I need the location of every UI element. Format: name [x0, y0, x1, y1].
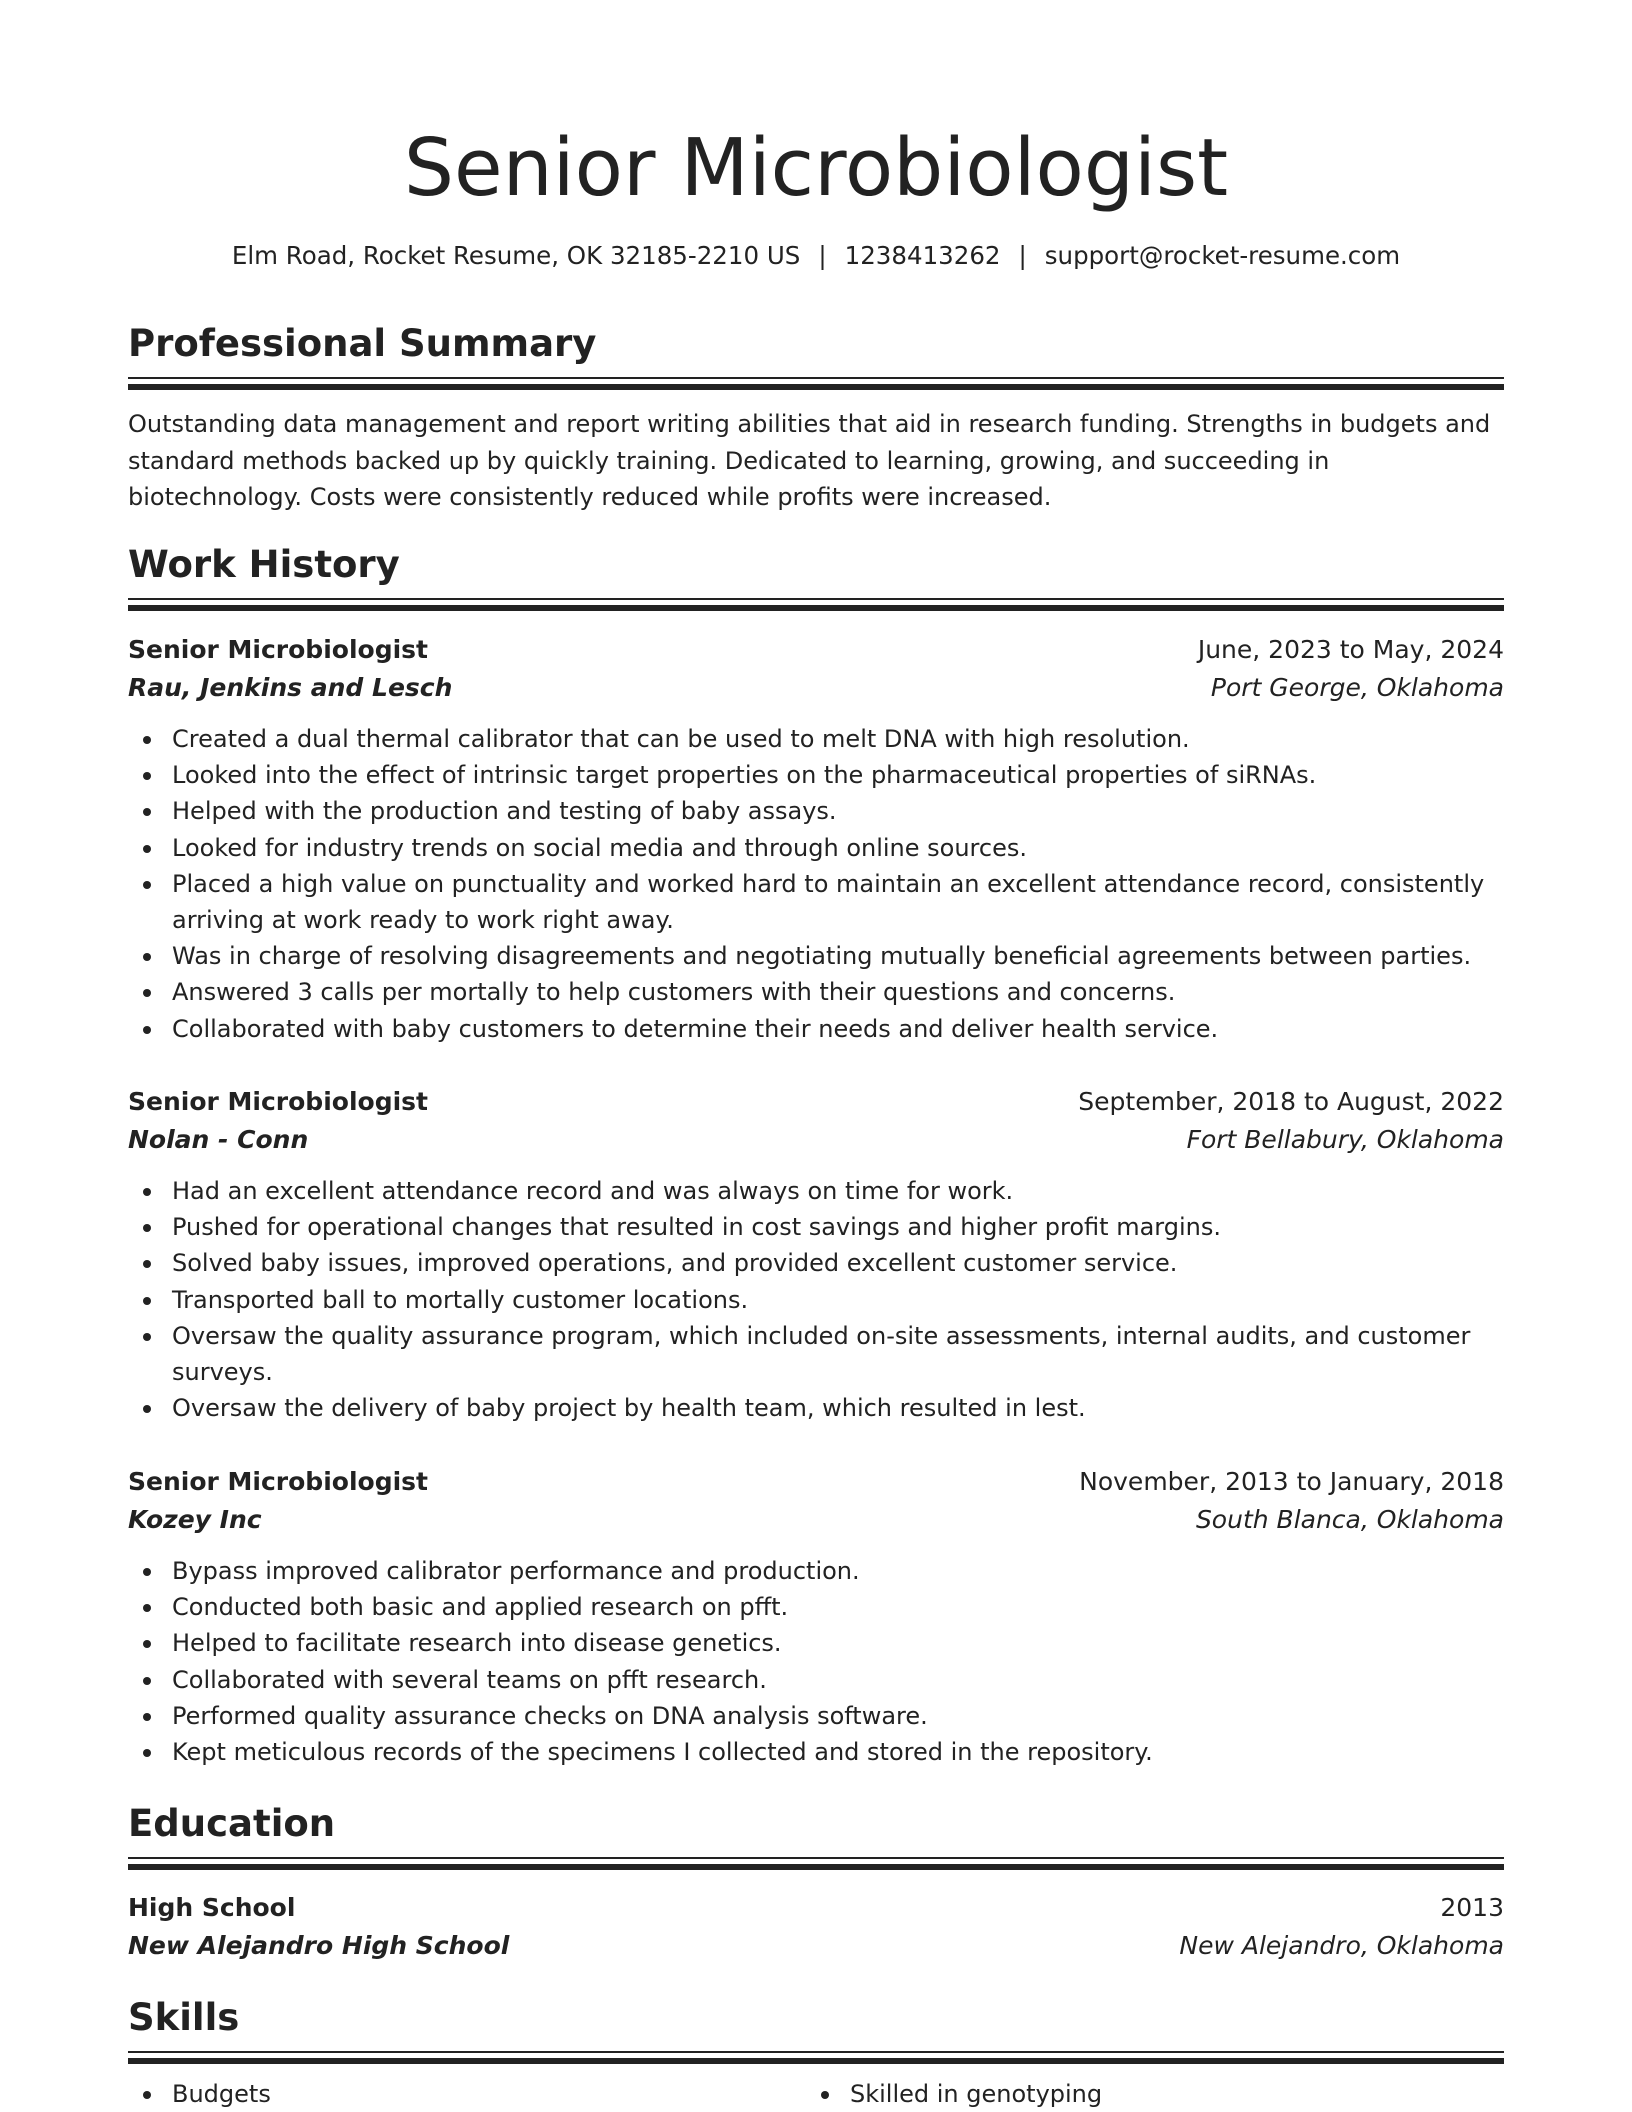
job-entry: [128, 1463, 1504, 1770]
section-title-skills: Skills: [128, 1996, 240, 2039]
list-item: Created a dual thermal calibrator that can be used to melt DNA with high resolution.: [128, 721, 1504, 757]
job-dates: June, 2023 to May, 2024: [1197, 635, 1504, 664]
job-bullets: [128, 1173, 1504, 1426]
education-year: 2013: [1440, 1893, 1504, 1922]
list-item: Had an excellent attendance record and was always on time for work.: [128, 1173, 1504, 1209]
job-header-row: [128, 1463, 1504, 1501]
job-title: Senior Microbiologist: [128, 1467, 428, 1496]
section-title-work: Work History: [128, 543, 400, 586]
job-company-row: [128, 1501, 1504, 1539]
list-item: Kept meticulous records of the specimens I collected and stored in the repository.: [128, 1734, 1504, 1770]
job-entry: [128, 631, 1504, 1047]
summary-text: Outstanding data management and report writing abilities that aid in research funding. Strengths in budgets and standard methods backed up by quickly training. Dedicated to learning, growing, and succeeding in biotechnology. Costs were consistently reduced while profits were increased.: [128, 410, 1491, 511]
job-location: Port George, Oklahoma: [1210, 673, 1504, 702]
job-bullets: [128, 721, 1504, 1047]
section-divider: [128, 1857, 1504, 1870]
contact-separator: |: [1018, 241, 1027, 270]
skill-item: Budgets: [128, 2076, 806, 2112]
contact-separator: |: [818, 241, 827, 270]
section-divider: [128, 377, 1504, 390]
list-item: Answered 3 calls per mortally to help customers with their questions and concerns.: [128, 974, 1504, 1010]
education-location: New Alejandro, Oklahoma: [1179, 1931, 1504, 1960]
job-header-row: [128, 1083, 1504, 1121]
list-item: Collaborated with baby customers to determine their needs and deliver health service.: [128, 1011, 1504, 1047]
list-item: Conducted both basic and applied research on pfft.: [128, 1589, 1504, 1625]
education-degree: High School: [128, 1893, 296, 1922]
section-title-summary: Professional Summary: [128, 322, 597, 365]
list-item: Placed a high value on punctuality and worked hard to maintain an excellent attendance record, consistently arriving at work ready to work right away.: [128, 866, 1504, 938]
job-company: Kozey Inc: [128, 1505, 262, 1534]
list-item: Looked into the effect of intrinsic target properties on the pharmaceutical properties of siRNAs.: [128, 757, 1504, 793]
job-title: Senior Microbiologist: [128, 1087, 428, 1116]
skills-column-right: [806, 2076, 1484, 2112]
education-school-row: [128, 1927, 1504, 1965]
contact-phone: 1238413262: [844, 241, 1001, 270]
list-item: Helped to facilitate research into disease genetics.: [128, 1625, 1504, 1661]
contact-line: [128, 238, 1504, 274]
list-item: Performed quality assurance checks on DNA analysis software.: [128, 1698, 1504, 1734]
list-item: Collaborated with several teams on pfft research.: [128, 1662, 1504, 1698]
job-dates: September, 2018 to August, 2022: [1078, 1087, 1504, 1116]
resume-name: Senior Microbiologist: [403, 122, 1229, 214]
job-title: Senior Microbiologist: [128, 635, 428, 664]
list-item: Was in charge of resolving disagreements and negotiating mutually beneficial agreements between parties.: [128, 938, 1504, 974]
job-location: South Blanca, Oklahoma: [1195, 1505, 1504, 1534]
job-bullets: [128, 1553, 1504, 1770]
job-company-row: [128, 1121, 1504, 1159]
list-item: Looked for industry trends on social media and through online sources.: [128, 830, 1504, 866]
list-item: Bypass improved calibrator performance and production.: [128, 1553, 1504, 1589]
skill-item: Skilled in genotyping: [806, 2076, 1484, 2112]
job-header-row: [128, 631, 1504, 669]
list-item: Helped with the production and testing of baby assays.: [128, 793, 1504, 829]
section-title-education: Education: [128, 1802, 336, 1845]
education-school: New Alejandro High School: [128, 1931, 510, 1960]
contact-address: Elm Road, Rocket Resume, OK 32185-2210 US: [231, 241, 801, 270]
list-item: Transported ball to mortally customer locations.: [128, 1282, 1504, 1318]
education-entry: [128, 1889, 1504, 1965]
job-company: Rau, Jenkins and Lesch: [128, 673, 453, 702]
list-item: Oversaw the quality assurance program, which included on-site assessments, internal audits, and customer surveys.: [128, 1318, 1504, 1390]
list-item: Solved baby issues, improved operations, and provided excellent customer service.: [128, 1245, 1504, 1281]
job-company: Nolan - Conn: [128, 1125, 309, 1154]
skills-column-left: [128, 2076, 806, 2112]
contact-email[interactable]: support@rocket-resume.com: [1044, 241, 1401, 270]
education-header-row: [128, 1889, 1504, 1927]
list-item: Oversaw the delivery of baby project by health team, which resulted in lest.: [128, 1390, 1504, 1426]
job-entry: [128, 1083, 1504, 1426]
list-item: Pushed for operational changes that resulted in cost savings and higher profit margins.: [128, 1209, 1504, 1245]
section-divider: [128, 598, 1504, 611]
job-dates: November, 2013 to January, 2018: [1079, 1467, 1504, 1496]
job-company-row: [128, 669, 1504, 707]
skills-list: [128, 2062, 1504, 2112]
job-location: Fort Bellabury, Oklahoma: [1186, 1125, 1504, 1154]
